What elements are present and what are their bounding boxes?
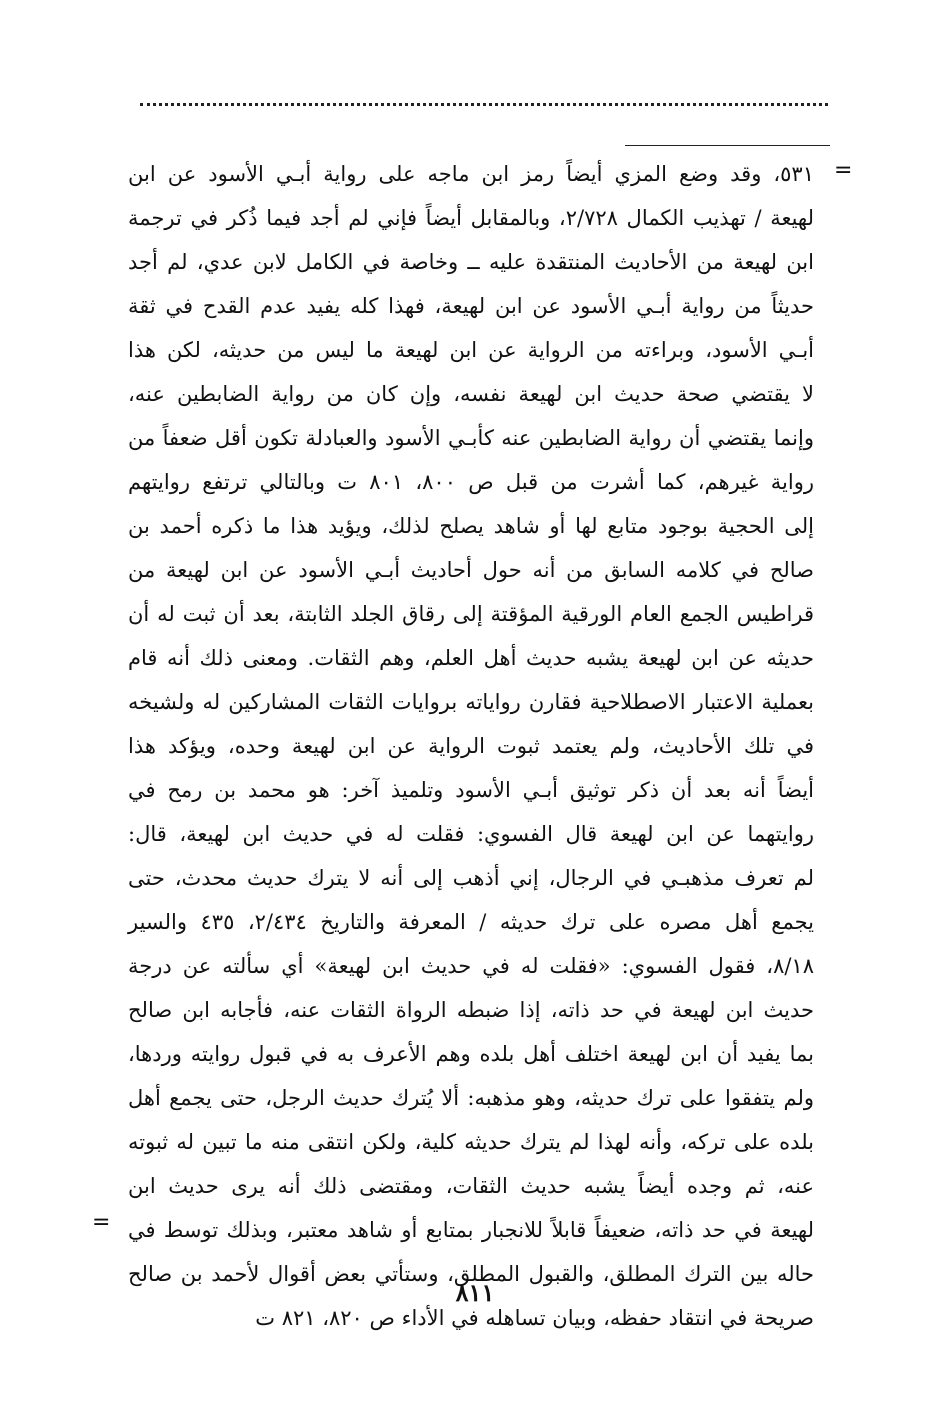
text-line: عنه، ثم وجده أيضاً يشبه حديث الثقات، ومقتضى ذلك أنه يرى حديث ابن [128,1174,814,1198]
footnote-text-block [128,152,814,1340]
text-line: صالح في كلامه السابق من أنه حول أحاديث أبـي الأسود عن ابن لهيعة من [128,558,814,582]
continuation-mark-bottom: = [92,1210,111,1235]
text-line: حديثه عن ابن لهيعة يشبه حديث أهل العلم، وهم الثقات. ومعنى ذلك أنه قام [128,646,814,670]
text-line: حاله بين الترك المطلق، والقبول المطلق، وستأتي بعض أقوال لأحمد بن صالح [128,1262,814,1286]
text-line: روايتهما عن ابن لهيعة قال الفسوي: فقلت له في حديث ابن لهيعة، قال: [128,822,814,846]
text-line: بما يفيد أن ابن لهيعة اختلف أهل بلده وهم الأعرف به في قبول روايته وردها، [128,1042,814,1066]
text-line: أيضاً أنه بعد أن ذكر توثيق أبـي الأسود وتلميذ آخر: هو محمد بن رمح في [128,778,814,802]
text-line: حديثاً من رواية أبـي الأسود عن ابن لهيعة، فهذا كله يفيد عدم القدح في ثقة [128,294,814,318]
text-line: ٥٣١، وقد وضع المزي أيضاً رمز ابن ماجه على رواية أبـي الأسود عن ابن [128,162,814,186]
text-line: يجمع أهل مصره على ترك حديثه / المعرفة والتاريخ ٢/٤٣٤، ٤٣٥ والسير [128,910,814,934]
continuation-mark-top: = [834,158,853,183]
text-line: بلده على تركه، وأنه لهذا لم يترك حديثه كلية، ولكن انتقى منه ما تبين له ثبوته [128,1130,814,1154]
text-line: ابن لهيعة من الأحاديث المنتقدة عليه ــ وخاصة في الكامل لابن عدي، لم أجد [128,250,814,274]
text-line: لا يقتضي صحة حديث ابن لهيعة نفسه، وإن كان من رواية الضابطين عنه، [128,382,814,406]
text-line: لم تعرف مذهبـي في الرجال، إني أذهب إلى أنه لا يترك حديث محدث، حتى [128,866,814,890]
text-line: لهيعة في حد ذاته، ضعيفاً قابلاً للانجبار بمتابع أو شاهد معتبر، وبذلك توسط في [128,1218,814,1242]
text-line: أبـي الأسود، وبراءته من الرواية عن ابن لهيعة ما ليس من حديثه، لكن هذا [128,338,814,362]
text-line: رواية غيرهم، كما أشرت من قبل ص ٨٠٠، ٨٠١ ت وبالتالي ترتفع روايتهم [128,470,814,494]
text-line: قراطيس الجمع العام الورقية المؤقتة إلى رقاق الجلد الثابتة، بعد أن ثبت له أن [128,602,814,626]
text-line: وإنما يقتضي أن رواية الضابطين عنه كأبـي الأسود والعبادلة تكون أقل ضعفاً من [128,426,814,450]
text-line: لهيعة / تهذيب الكمال ٢/٧٢٨، وبالمقابل أيضاً فإني لم أجد فيما ذُكر في ترجمة [128,206,814,230]
header-dotted-rule [140,103,828,106]
text-line: ٨/١٨، فقول الفسوي: «فقلت له في حديث ابن لهيعة» أي سألته عن درجة [128,954,814,978]
text-line: حديث ابن لهيعة في حد ذاته، إذا ضبطه الرواة الثقات عنه، فأجابه ابن صالح [128,998,814,1022]
text-line: ولم يتفقوا على ترك حديثه، وهو مذهبه: ألا يُترك حديث الرجل، حتى يجمع أهل [128,1086,814,1110]
footnote-separator-rule [625,145,830,146]
page-number: ٨١١ [455,1278,495,1307]
text-line: بعملية الاعتبار الاصطلاحية فقارن رواياته بروايات الثقات المشاركين له ولشيخه [128,690,814,714]
text-line: في تلك الأحاديث، ولم يعتمد ثبوت الرواية عن ابن لهيعة وحده، ويؤكد هذا [128,734,814,758]
text-line: إلى الحجية بوجود متابع لها أو شاهد يصلح لذلك، ويؤيد هذا ما ذكره أحمد بن [128,514,814,538]
text-line: صريحة في انتقاد حفظه، وبيان تساهله في الأداء ص ٨٢٠، ٨٢١ ت [255,1306,814,1330]
